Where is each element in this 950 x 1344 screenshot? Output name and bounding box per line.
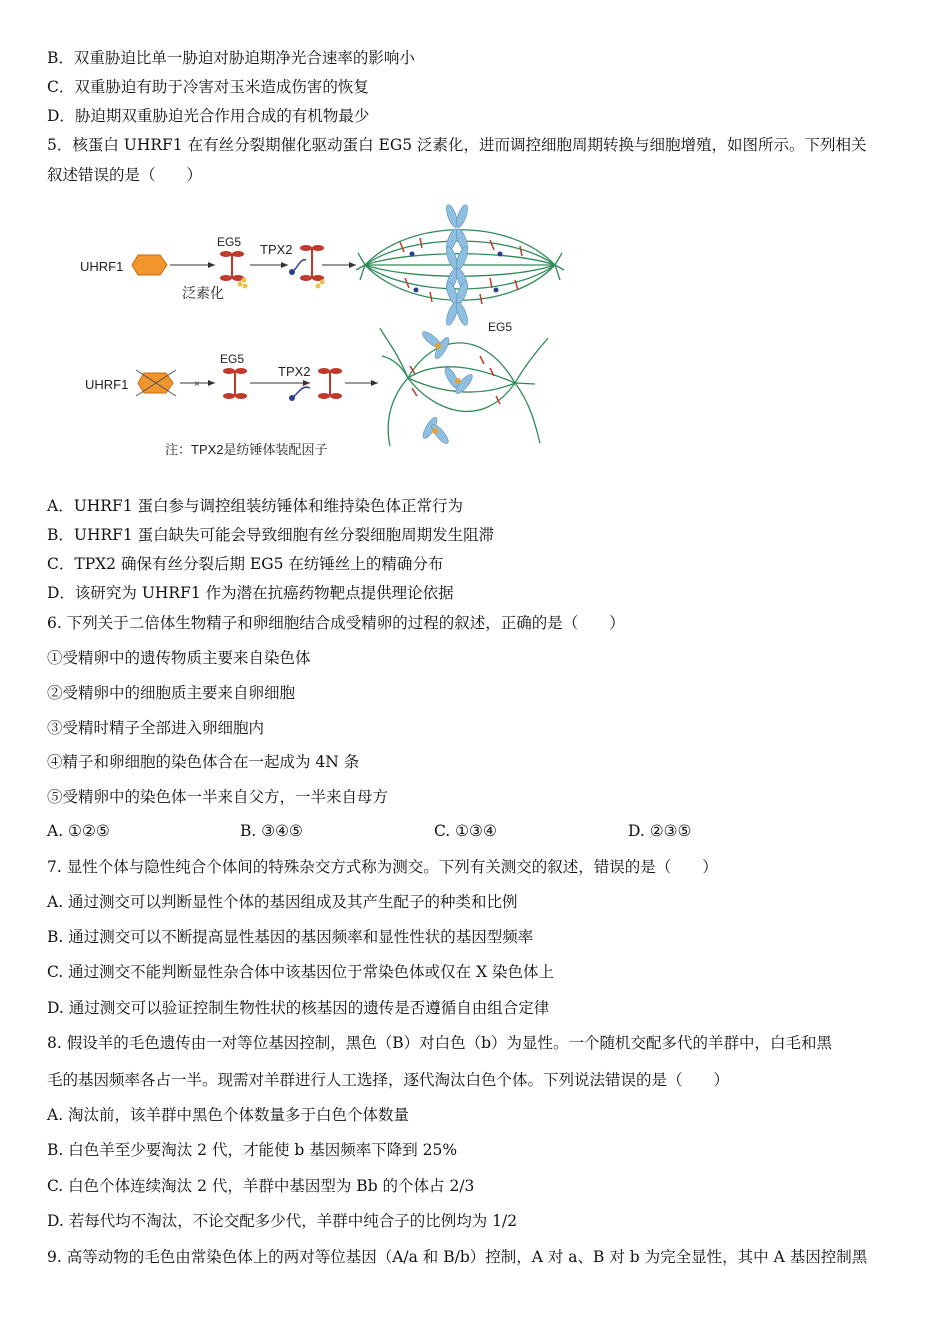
q7-stem: 7. 显性个体与隐性纯合个体间的特殊杂交方式称为测交。下列有关测交的叙述，错误的是（ ） <box>47 858 718 876</box>
uhrf1-protein-icon <box>132 255 167 275</box>
q8-option-d: D. 若每代均不淘汰，不论交配多少代，羊群中纯合子的比例均为 1/2 <box>47 1212 518 1230</box>
q6-item: ③受精时精子全部进入卵细胞内 <box>47 719 265 737</box>
eg5-protein-icon <box>223 368 247 399</box>
q6-item: ④精子和卵细胞的染色体合在一起成为 4N 条 <box>47 753 360 771</box>
q8-option-c: C. 白色个体连续淘汰 2 代，羊群中基因型为 Bb 的个体占 2/3 <box>47 1177 475 1195</box>
q7-option-b: B. 通过测交可以不断提高显性基因的基因频率和显性性状的基因型频率 <box>47 928 534 946</box>
q7-option-a: A. 通过测交可以判断显性个体的基因组成及其产生配子的种类和比例 <box>47 893 518 911</box>
q5-option-c: C．TPX2 确保有丝分裂后期 EG5 在纺锤丝上的精确分布 <box>47 555 444 573</box>
q6-option-b: B. ③④⑤ <box>240 822 303 840</box>
q5-option-a: A．UHRF1 蛋白参与调控组装纺锤体和维持染色体正常行为 <box>47 497 463 515</box>
q8-option-b: B. 白色羊至少要淘汰 2 代，才能使 b 基因频率下降到 25% <box>47 1141 458 1159</box>
uhrf1-label-bottom: UHRF1 <box>85 377 129 392</box>
q7-option-d: D. 通过测交可以验证控制生物性状的核基因的遗传是否遵循自由组合定律 <box>47 999 550 1017</box>
q6-item: ①受精卵中的遗传物质主要来自染色体 <box>47 649 311 667</box>
q6-stem: 6. 下列关于二倍体生物精子和卵细胞结合成受精卵的过程的叙述，正确的是（ ） <box>47 614 625 632</box>
q6-item: ②受精卵中的细胞质主要来自卵细胞 <box>47 684 296 702</box>
chromosome-icon <box>420 329 475 446</box>
q6-option-a: A. ①②⑤ <box>47 822 110 840</box>
q6-option-c: C. ①③④ <box>434 822 497 840</box>
tpx2-protein-icon <box>289 387 310 401</box>
eg5-protein-icon <box>318 368 342 399</box>
tpx2-label-bottom: TPX2 <box>278 364 311 379</box>
figure-note: 注：TPX2是纺锤体装配因子 <box>165 442 328 457</box>
uhrf1-label-top: UHRF1 <box>80 259 124 274</box>
q7-option-c: C. 通过测交不能判断显性杂合体中该基因位于常染色体或仅在 X 染色体上 <box>47 963 555 981</box>
q8-option-a: A. 淘汰前，该羊群中黑色个体数量多于白色个体数量 <box>47 1106 410 1124</box>
eg5-label-spindle: EG5 <box>488 320 513 334</box>
q8-stem-line-1: 8. 假设羊的毛色遗传由一对等位基因控制，黑色（B）对白色（b）为显性。一个随机交配多代的羊群中，白毛和黑 <box>47 1034 833 1052</box>
q4-option-c: C．双重胁迫有助于冷害对玉米造成伤害的恢复 <box>47 78 369 96</box>
q5-option-d: D．该研究为 UHRF1 作为潜在抗癌药物靶点提供理论依据 <box>47 584 454 602</box>
blocked-mark-icon: × <box>194 379 200 390</box>
ubiquitination-label: 泛素化 <box>182 285 224 301</box>
q5-option-b: B．UHRF1 蛋白缺失可能会导致细胞有丝分裂细胞周期发生阻滞 <box>47 526 495 544</box>
q6-item: ⑤受精卵中的染色体一半来自父方，一半来自母方 <box>47 788 389 806</box>
q5-figure <box>60 198 580 468</box>
eg5-protein-icon <box>220 251 248 289</box>
eg5-label-bottom: EG5 <box>220 352 245 366</box>
q6-option-d: D. ②③⑤ <box>628 822 692 840</box>
q4-option-d: D．胁迫期双重胁迫光合作用合成的有机物最少 <box>47 107 370 125</box>
tpx2-eg5-complex-icon <box>289 245 325 289</box>
q4-option-b: B．双重胁迫比单一胁迫对胁迫期净光合速率的影响小 <box>47 49 415 67</box>
eg5-label-top: EG5 <box>217 235 242 249</box>
q9-stem-line-1: 9. 高等动物的毛色由常染色体上的两对等位基因（A/a 和 B/b）控制，A 对 a、B 对 b 为完全显性，其中 A 基因控制黑 <box>47 1248 868 1266</box>
q8-stem-line-2: 毛的基因频率各占一半。现需对羊群进行人工选择，逐代淘汰白色个体。下列说法错误的是（ ） <box>47 1071 730 1089</box>
q5-stem-line-2: 叙述错误的是（ ） <box>47 166 203 184</box>
tpx2-label-top: TPX2 <box>260 242 293 257</box>
q5-stem-line-1: 5．核蛋白 UHRF1 在有丝分裂期催化驱动蛋白 EG5 泛素化，进而调控细胞周期转换与细胞增殖，如图所示。下列相关 <box>47 136 867 154</box>
